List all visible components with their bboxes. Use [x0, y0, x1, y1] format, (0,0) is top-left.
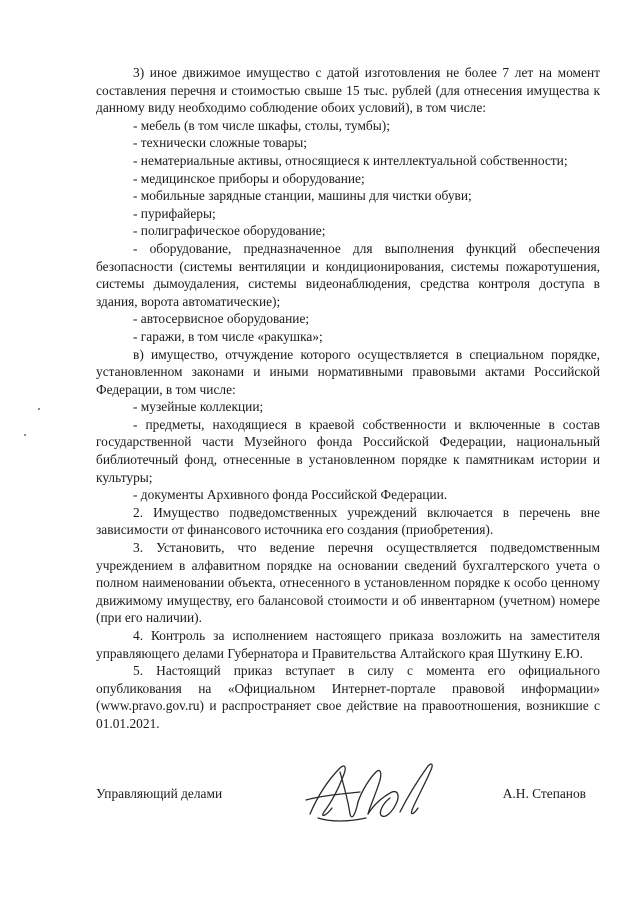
list-item-museum-collections: - музейные коллекции; — [133, 399, 264, 415]
signatory-title: Управляющий делами — [96, 786, 223, 801]
paragraph-section-4: 4. Контроль за исполнением настоящего приказа возложить на заместителя управляющего делами Губернатора и Правительства Алтайского края Шуткину Е.Ю. — [96, 628, 600, 661]
list-item-garages: - гаражи, в том числе «ракушка»; — [133, 328, 323, 344]
paragraph-section-5: 5. Настоящий приказ вступает в силу с момента его официального опубликования на «Официальном Интернет-портале правовой информации» (www.pravo.gov.ru) и распространяет свое действие на правоотношения, возникшие с 01.01.2021. — [96, 663, 600, 731]
list-item-medical-equipment: - медицинское приборы и оборудование; — [133, 170, 365, 186]
scan-speck — [24, 434, 26, 436]
list-item-security-equipment: - оборудование, предназначенное для выполнения функций обеспечения безопасности (системы вентиляции и кондиционирования, системы пожаротушения, системы дымоудаления, системы видеонаблюдения, средства контроля доступа в здания, ворота автоматические); — [96, 240, 600, 309]
paragraph-item-v: в) имущество, отчуждение которого осуществляется в специальном порядке, установленном законами и иными нормативными правовыми актами Российской Федерации, в том числе: — [96, 346, 600, 397]
list-item-purifiers: - пурифайеры; — [133, 205, 216, 221]
handwritten-signature-icon — [300, 752, 450, 832]
list-item-furniture: - мебель (в том числе шкафы, столы, тумбы); — [133, 117, 390, 133]
paragraph-section-3: 3. Установить, что ведение перечня осуществляется подведомственным учреждением в алфавитном порядке на основании сведений бухгалтерского учета о полном наименовании объекта, отнесенного в установленном порядке к особо ценному движимому имуществу, его балансовой стоимости и об инвентарном (учетном) номере (при его наличии). — [96, 540, 600, 626]
scan-speck — [38, 408, 40, 410]
list-item-intangible-assets: - нематериальные активы, относящиеся к интеллектуальной собственности; — [133, 152, 568, 168]
signatory-name: А.Н. Степанов — [502, 786, 586, 801]
document-body — [96, 64, 600, 733]
list-item-museum-fund: - предметы, находящиеся в краевой собственности и включенные в состав государственной части Музейного фонда Российской Федерации, национальный библиотечный фонд, отнесенные в установленном порядке к памятникам истории и культуры; — [96, 416, 600, 485]
paragraph-item-3: 3) иное движимое имущество с датой изготовления не более 7 лет на момент составления перечня и стоимостью свыше 15 тыс. рублей (для отнесения имущества к данному виду необходимо соблюдение обоих условий), в том числе: — [96, 65, 600, 116]
list-item-autoservice-equipment: - автосервисное оборудование; — [133, 311, 310, 327]
list-item-archive-documents: - документы Архивного фонда Российской Федерации. — [133, 487, 448, 503]
list-item-complex-goods: - технически сложные товары; — [133, 135, 307, 151]
paragraph-section-2: 2. Имущество подведомственных учреждений включается в перечень вне зависимости от финансового источника его создания (приобретения). — [96, 504, 600, 538]
list-item-charging-stations: - мобильные зарядные станции, машины для чистки обуви; — [133, 188, 472, 204]
list-item-printing-equipment: - полиграфическое оборудование; — [133, 223, 326, 239]
